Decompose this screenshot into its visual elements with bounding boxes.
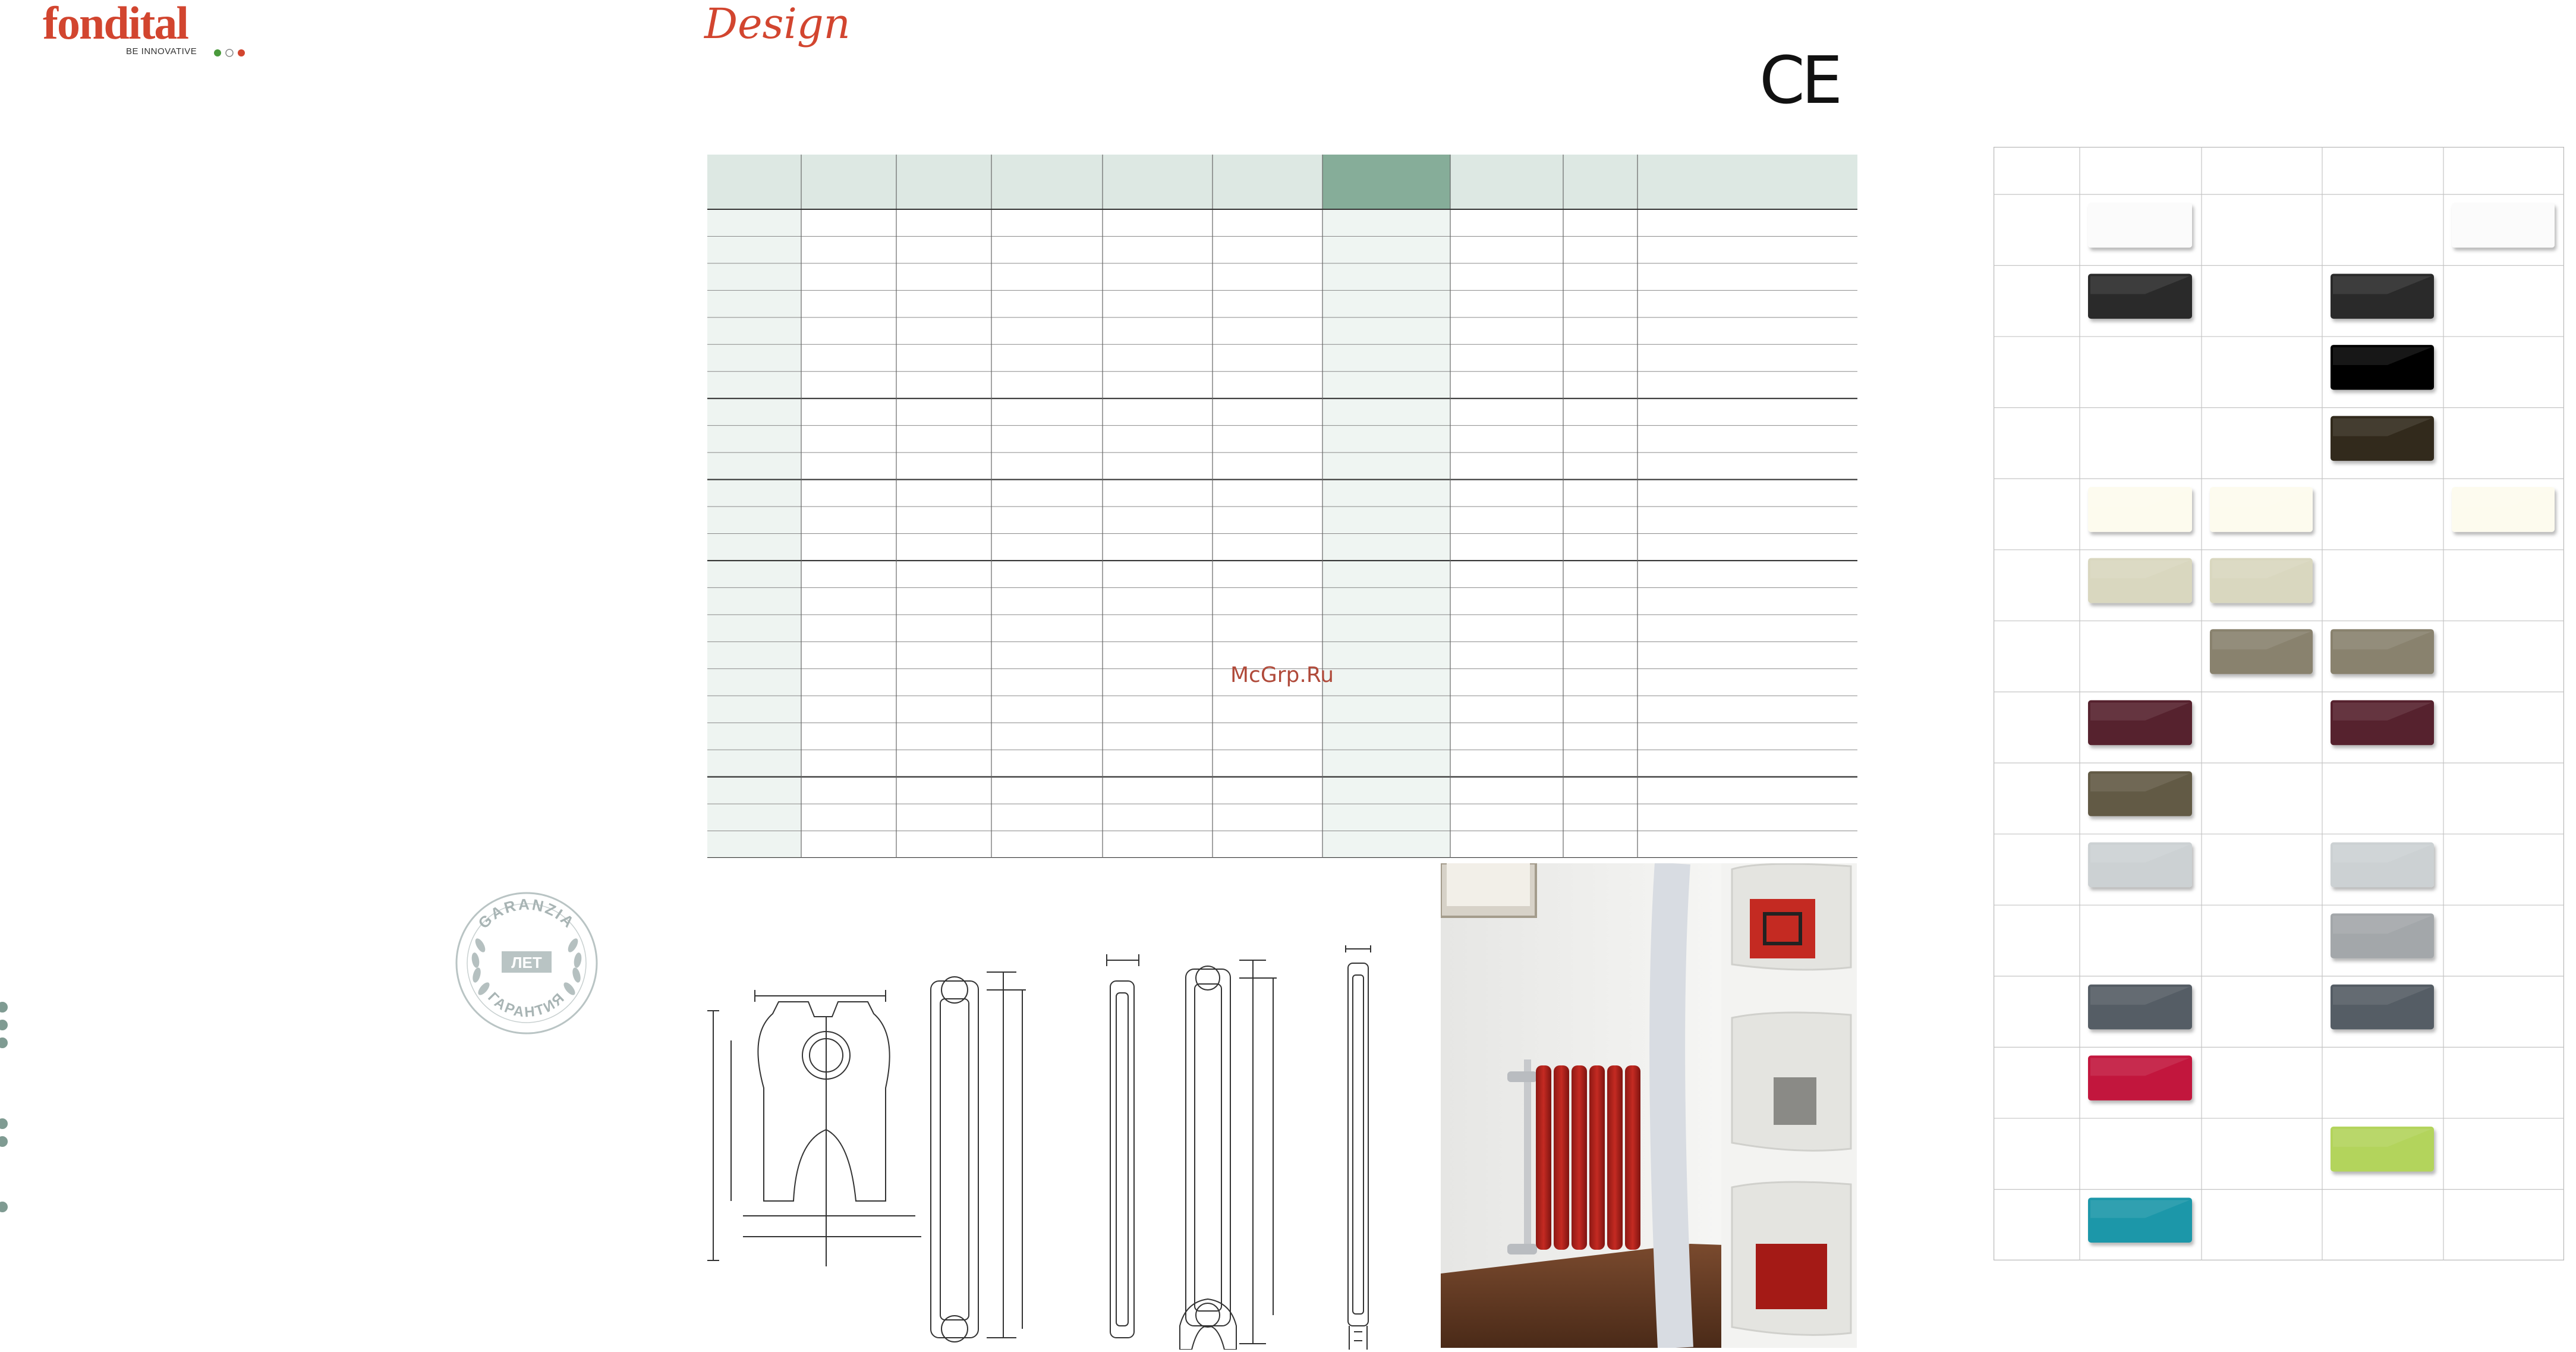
stamp-top-text: GARANZIA (474, 895, 579, 932)
color-swatch (2088, 274, 2192, 319)
edge-dot (0, 1002, 8, 1013)
section-view-drawing (707, 990, 921, 1266)
color-swatch (2088, 1197, 2192, 1243)
color-finish-table (1994, 147, 2564, 1260)
edge-dot (0, 1118, 8, 1129)
footed-view-drawing (1180, 960, 1277, 1350)
brand-dots-icon (213, 48, 260, 58)
color-swatch (2331, 1127, 2434, 1172)
color-swatch (2210, 629, 2313, 674)
ce-certification-mark: CE (1759, 42, 1840, 118)
color-swatch (2452, 203, 2555, 248)
svg-text:ГАРАНТИЯ (484, 989, 568, 1021)
svg-text:GARANZIA (474, 895, 578, 932)
color-swatch (2331, 274, 2434, 319)
radiator-illustration (1507, 1059, 1640, 1254)
series-title: Design (704, 0, 851, 48)
color-swatch (2088, 771, 2192, 816)
edge-dot (0, 1136, 8, 1147)
spec-table-header (707, 155, 1857, 209)
specification-table (707, 155, 1857, 858)
brand-dot (214, 49, 221, 56)
brand-dot (226, 49, 233, 56)
brand-tagline: BE INNOVATIVE (126, 46, 197, 56)
edge-dot (0, 1037, 8, 1048)
color-swatch (2088, 1055, 2192, 1101)
technical-drawings (707, 945, 1409, 1350)
edge-dot (0, 1020, 8, 1030)
color-swatch (2088, 700, 2192, 746)
color-swatch (2331, 629, 2434, 674)
side-view-drawing (1107, 954, 1139, 1338)
spec-table-header-highlight (1322, 155, 1450, 209)
laurel-left-icon (471, 937, 492, 997)
color-swatch (2331, 985, 2434, 1030)
laurel-right-icon (562, 937, 582, 997)
color-swatch (2088, 558, 2192, 603)
edge-dot (0, 1202, 8, 1212)
color-swatch (2088, 203, 2192, 248)
color-swatch (2331, 416, 2434, 461)
brand-logo (43, 0, 257, 65)
edge-bullet-dots (0, 999, 12, 1225)
color-swatch (2331, 700, 2434, 746)
watermark-text: McGrp.Ru (1230, 663, 1334, 687)
color-swatch (2088, 487, 2192, 532)
color-swatch (2088, 842, 2192, 888)
color-swatch (2452, 487, 2555, 532)
color-table-border (1994, 147, 2564, 1260)
interior-photo (1441, 863, 1857, 1348)
color-swatch (2088, 985, 2192, 1030)
brand-dot (238, 49, 245, 56)
brand-name: fondital (43, 0, 188, 49)
color-swatch (2331, 842, 2434, 888)
shelf-niches (1721, 863, 1857, 1348)
front-view-drawing (931, 972, 1026, 1342)
stamp-middle-text: ЛЕТ (511, 954, 542, 971)
color-swatch (2331, 345, 2434, 390)
color-swatch (2331, 913, 2434, 958)
color-swatch (2210, 558, 2313, 603)
warranty-stamp (449, 892, 604, 1035)
color-swatch (2210, 487, 2313, 532)
footed-side-view-drawing (1346, 945, 1371, 1350)
stamp-bottom-text: ГАРАНТИЯ (484, 989, 569, 1021)
